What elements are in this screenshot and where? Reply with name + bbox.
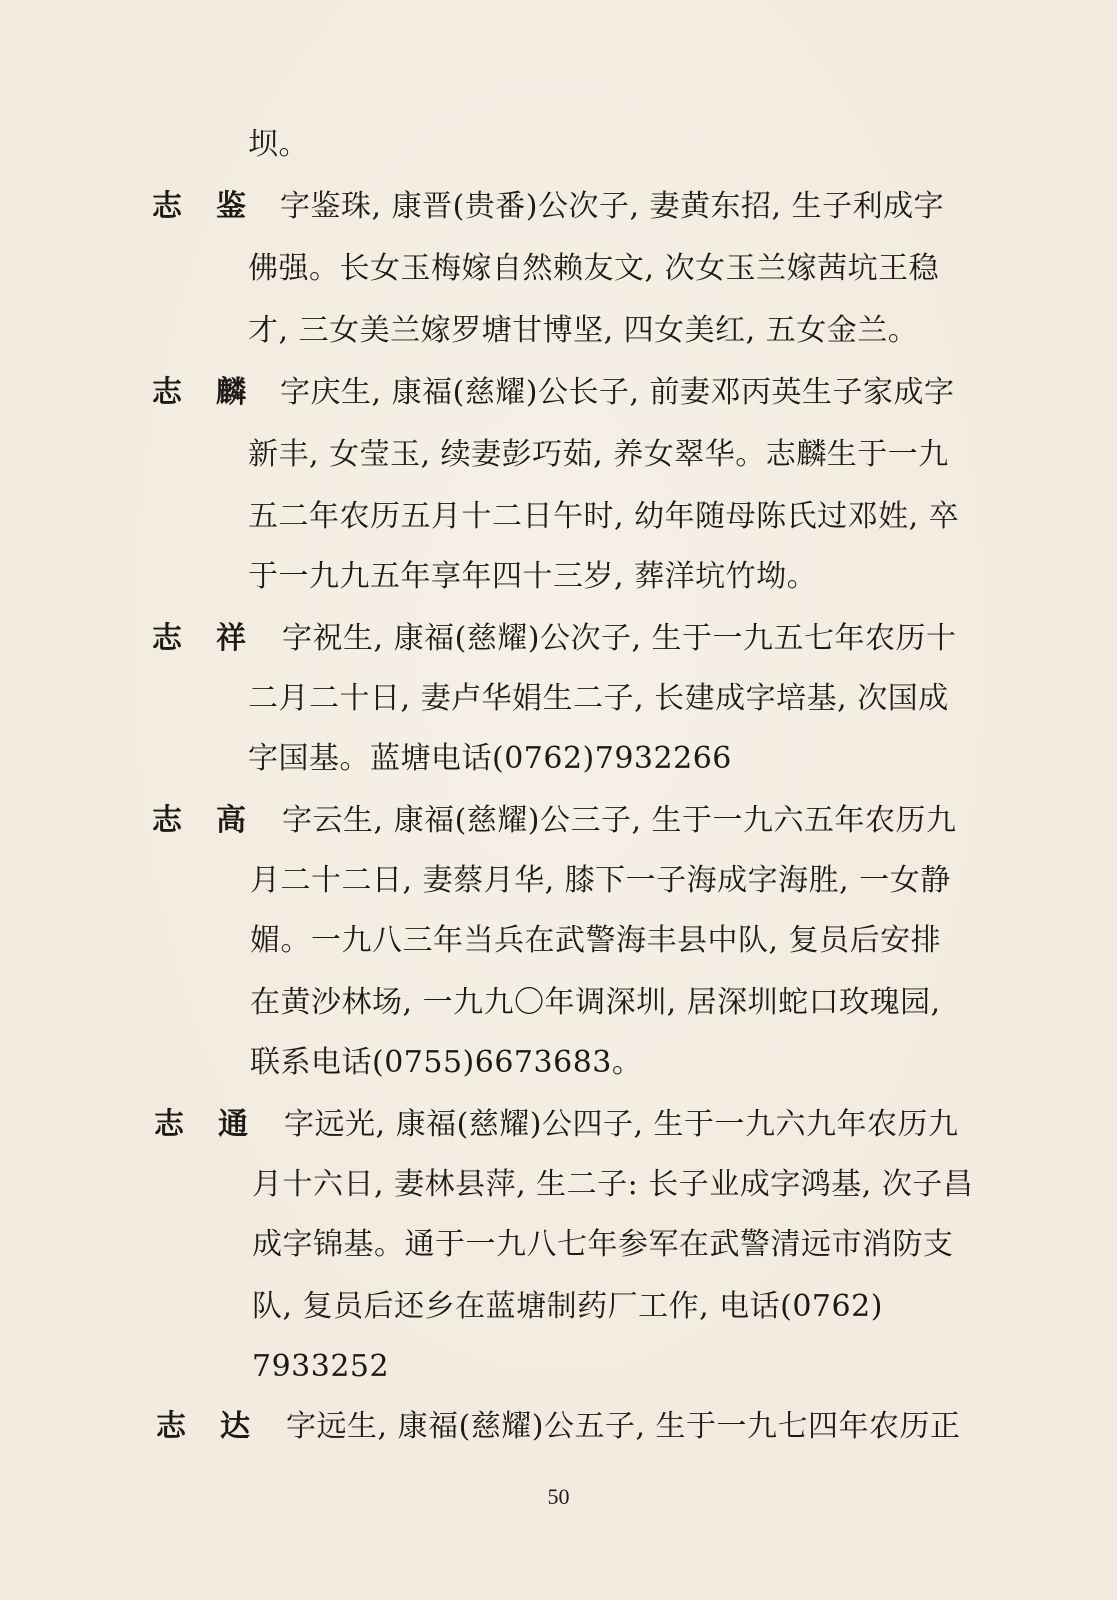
entry-name: 志达 bbox=[156, 1409, 284, 1444]
text-line: 媚。一九八三年当兵在武警海丰县中队, 复员后安排 bbox=[250, 923, 942, 958]
text-line: 五二年农历五月十二日午时, 幼年随母陈氏过邓姓, 卒 bbox=[248, 499, 960, 534]
entry-name: 志高 bbox=[152, 803, 280, 838]
text-line: 佛强。长女玉梅嫁自然赖友文, 次女玉兰嫁茜坑王稳 bbox=[248, 251, 940, 286]
text-line: 坝。 bbox=[248, 127, 309, 162]
page-number: 50 bbox=[547, 1484, 570, 1509]
text-line: 7933252 bbox=[252, 1349, 390, 1384]
entry-name: 志鉴 bbox=[152, 189, 280, 224]
text-line: 二月二十日, 妻卢华娟生二子, 长建成字培基, 次国成 bbox=[248, 681, 949, 716]
text-line: 月十六日, 妻林县萍, 生二子: 长子业成字鸿基, 次子昌 bbox=[252, 1167, 974, 1202]
text-line: 在黄沙林场, 一九九〇年调深圳, 居深圳蛇口玫瑰园, bbox=[250, 985, 941, 1020]
text-line: 字庆生, 康福(慈耀)公长子, 前妻邓丙英生子家成字 bbox=[280, 375, 955, 410]
text-line: 新丰, 女莹玉, 续妻彭巧茹, 养女翠华。志麟生于一九 bbox=[248, 437, 949, 472]
text-line: 队, 复员后还乡在蓝塘制药厂工作, 电话(0762) bbox=[252, 1289, 883, 1324]
text-line: 字祝生, 康福(慈耀)公次子, 生于一九五七年农历十 bbox=[282, 621, 957, 656]
entry-name: 志麟 bbox=[152, 375, 280, 410]
entry-name: 志祥 bbox=[152, 621, 280, 656]
text-line: 联系电话(0755)6673683。 bbox=[250, 1045, 643, 1080]
text-line: 于一九九五年享年四十三岁, 葬洋坑竹坳。 bbox=[248, 559, 818, 594]
text-line: 字国基。蓝塘电话(0762)7932266 bbox=[248, 741, 732, 776]
text-line: 才, 三女美兰嫁罗塘甘博坚, 四女美红, 五女金兰。 bbox=[248, 313, 919, 348]
text-line: 字远光, 康福(慈耀)公四子, 生于一九六九年农历九 bbox=[284, 1107, 959, 1142]
entry-name: 志通 bbox=[154, 1107, 282, 1142]
text-line: 字鉴珠, 康晋(贵番)公次子, 妻黄东招, 生子利成字 bbox=[280, 189, 945, 224]
text-line: 字远生, 康福(慈耀)公五子, 生于一九七四年农历正 bbox=[286, 1409, 961, 1444]
text-line: 月二十二日, 妻蔡月华, 膝下一子海成字海胜, 一女静 bbox=[250, 863, 951, 898]
text-line: 成字锦基。通于一九八七年参军在武警清远市消防支 bbox=[252, 1227, 954, 1262]
text-line: 字云生, 康福(慈耀)公三子, 生于一九六五年农历九 bbox=[282, 803, 957, 838]
